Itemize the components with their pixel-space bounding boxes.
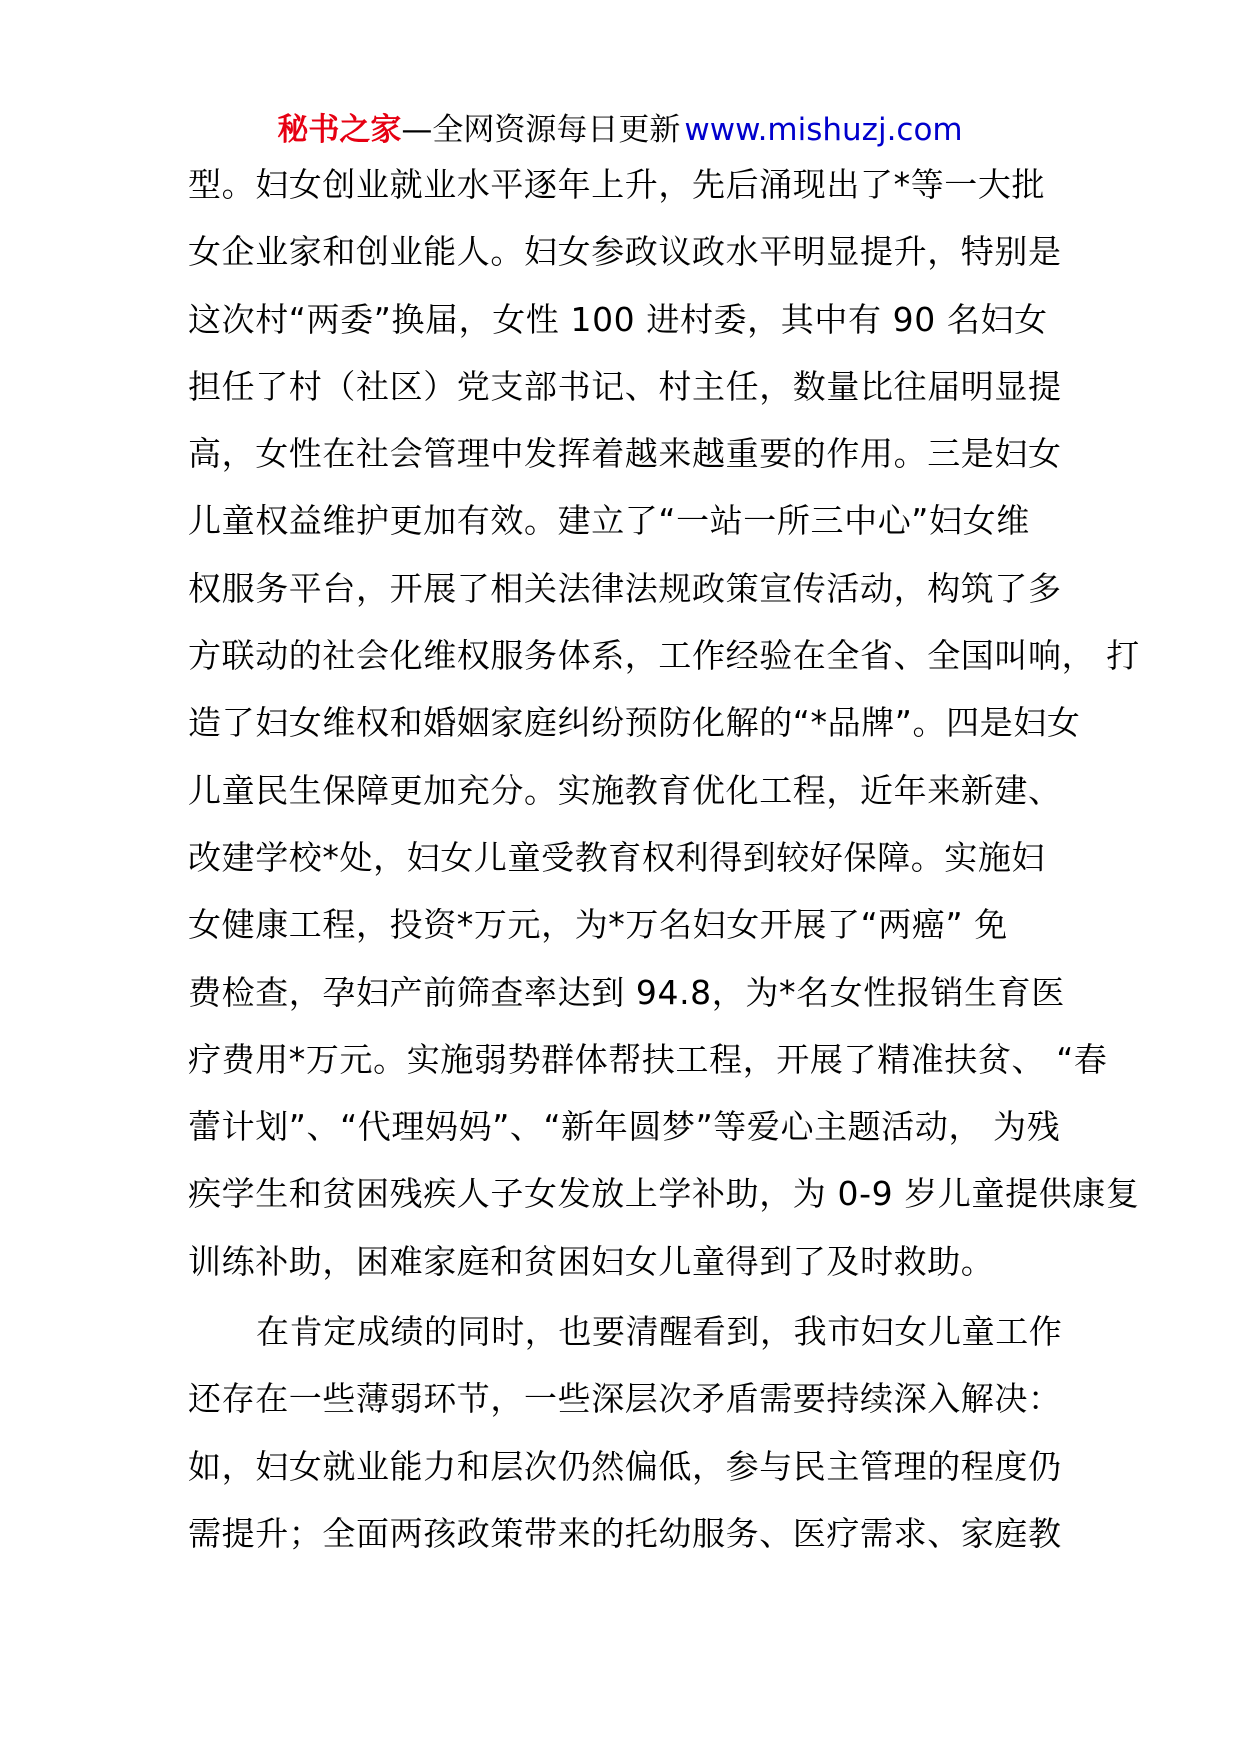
text-line: 疗费用*万元。实施弱势群体帮扶工程，开展了精准扶贫、 “春: [188, 1039, 1108, 1079]
header-brand: 秘书之家: [277, 112, 402, 148]
page-header: [0, 108, 1240, 152]
text-line: 如，妇女就业能力和层次仍然偏低，参与民主管理的程度仍: [188, 1446, 1062, 1486]
text-line: 权服务平台，开展了相关法律法规政策宣传活动，构筑了多: [188, 568, 1062, 608]
text-line: 造了妇女维权和婚姻家庭纠纷预防化解的“*品牌”。四是妇女: [188, 703, 1081, 743]
text-line: 女健康工程，投资*万元，为*万名妇女开展了“两癌” 免: [188, 905, 1008, 945]
text-line: 型。妇女创业就业水平逐年上升，先后涌现出了*等一大批: [188, 165, 1046, 204]
text-line: 需提升；全面两孩政策带来的托幼服务、医疗需求、家庭教: [188, 1513, 1062, 1553]
text-line: 疾学生和贫困残疾人子女发放上学补助，为 0-9 岁儿童提供康复: [188, 1174, 1140, 1214]
header-tagline: —全网资源每日更新: [401, 112, 681, 148]
text-line: 改建学校*处，妇女儿童受教育权利得到较好保障。实施妇: [188, 837, 1046, 877]
text-line: 这次村“两委”换届，女性 100 进村委，其中有 90 名妇女: [188, 299, 1048, 339]
text-line: 还存在一些薄弱环节，一些深层次矛盾需要持续深入解决：: [188, 1379, 1062, 1419]
text-line: 儿童权益维护更加有效。建立了“一站一所三中心”妇女维: [188, 501, 1030, 541]
text-line: 高，女性在社会管理中发挥着越来越重要的作用。三是妇女: [188, 434, 1062, 474]
header-url-link[interactable]: www.mishuzj.com: [684, 112, 963, 148]
text-line: 女企业家和创业能人。妇女参政议政水平明显提升，特别是: [188, 232, 1062, 272]
text-line: 费检查，孕妇产前筛查率达到 94.8，为*名女性报销生育医: [188, 972, 1065, 1012]
text-line: 方联动的社会化维权服务体系，工作经验在全省、全国叫响， 打: [188, 636, 1140, 676]
text-line: 儿童民生保障更加充分。实施教育优化工程，近年来新建、: [188, 770, 1062, 810]
paragraph-first-line: 在肯定成绩的同时，也要清醒看到，我市妇女儿童工作: [256, 1312, 1063, 1352]
text-line: 训练补助，困难家庭和贫困妇女儿童得到了及时救助。: [188, 1241, 995, 1281]
body-text: [188, 162, 1140, 1578]
text-line: 担任了村（社区）党支部书记、村主任，数量比往届明显提: [188, 366, 1062, 406]
text-line: 蕾计划”、“代理妈妈”、“新年圆梦”等爱心主题活动， 为残: [188, 1107, 1061, 1147]
